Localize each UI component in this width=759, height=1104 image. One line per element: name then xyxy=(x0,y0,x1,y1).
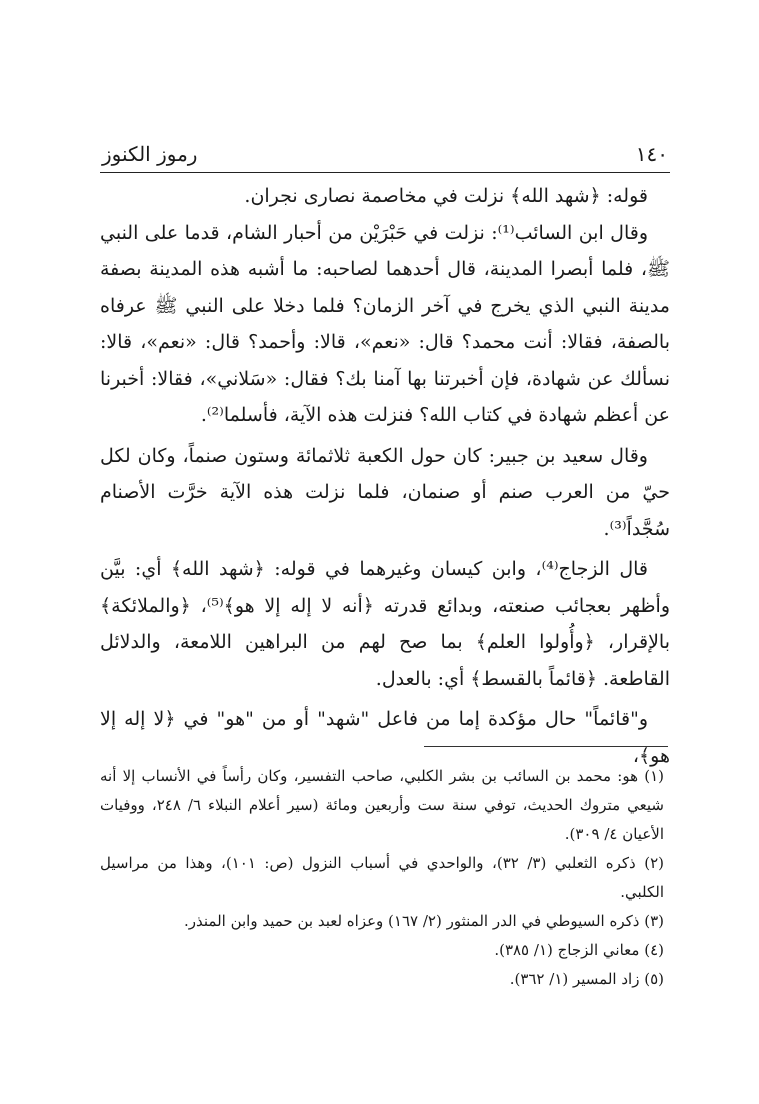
footnote-rule xyxy=(424,746,668,747)
footnotes xyxy=(100,762,670,994)
paragraph: وقال سعيد بن جبير: كان حول الكعبة ثلاثمائة وستون صنماً، وكان لكل حيّ من العرب صنم أو صنمان، فلما نزلت هذه الآية خرَّت الأصنام سُجَّداً⁽³⁾. xyxy=(100,444,670,540)
footnote: (١) هو: محمد بن السائب بن بشر الكلبي، صاحب التفسير، وكان رأساً في الأنساب إلا أنه شيعي متروك الحديث، توفي سنة ست وأربعين ومائة (سير أعلام النبلاء ٦/ ٢٤٨، ووفيات الأعيان ٤/ ٣٠٩). xyxy=(100,767,664,843)
page-header xyxy=(102,140,668,168)
paragraph: قوله: ﴿شهد الله﴾ نزلت في مخاصمة نصارى نجران. xyxy=(244,185,648,207)
page-number: ١٤٠ xyxy=(635,142,668,166)
book-title: رموز الكنوز xyxy=(102,142,198,166)
footnote: (٤) معاني الزجاج (١/ ٣٨٥). xyxy=(494,941,664,959)
main-text xyxy=(100,178,670,774)
footnote: (٥) زاد المسير (١/ ٣٦٢). xyxy=(509,970,664,988)
footnote: (٢) ذكره الثعلبي (٣/ ٣٢)، والواحدي في أسباب النزول (ص: ١٠١)، وهذا من مراسيل الكلبي. xyxy=(100,854,664,901)
paragraph: وقال ابن السائب⁽¹⁾: نزلت في حَبْرَيْن من أحبار الشام، قدما على النبي ﷺ، فلما أبصرا المدينة، قال أحدهما لصاحبه: ما أشبه هذه المدينة بصفة مدينة النبي الذي يخرج في آخر الزمان؟ فلما دخلا على النبي ﷺ عرفاه بالصفة، فقالا: أنت محمد؟ قال: «نعم»، قالا: وأحمد؟ قال: «نعم»، قالا: نسألك عن شهادة، فإن أخبرتنا بها آمنا بك؟ فقال: «سَلاني»، فقالا: أخبرنا عن أعظم شهادة في كتاب الله؟ فنزلت هذه الآية، فأسلما⁽²⁾. xyxy=(100,221,670,426)
footnote: (٣) ذكره السيوطي في الدر المنثور (٢/ ١٦٧) وعزاه لعبد بن حميد وابن المنذر. xyxy=(183,912,664,930)
header-rule xyxy=(100,172,670,173)
paragraph: و"قائماً" حال مؤكدة إما من فاعل "شهد" أو من "هو" في ﴿لا إله إلا هو﴾، xyxy=(100,708,670,767)
paragraph: قال الزجاج⁽⁴⁾، وابن كيسان وغيرهما في قوله: ﴿شهد الله﴾ أي: بيَّن وأظهر بعجائب صنعته، وبدائع قدرته ﴿أنه لا إله إلا هو﴾⁽⁵⁾، ﴿والملائكة﴾ بالإقرار، ﴿وأُولوا العلم﴾ بما صح لهم من البراهين اللامعة، والدلائل القاطعة. ﴿قائماً بالقسط﴾ أي: بالعدل. xyxy=(100,558,670,690)
